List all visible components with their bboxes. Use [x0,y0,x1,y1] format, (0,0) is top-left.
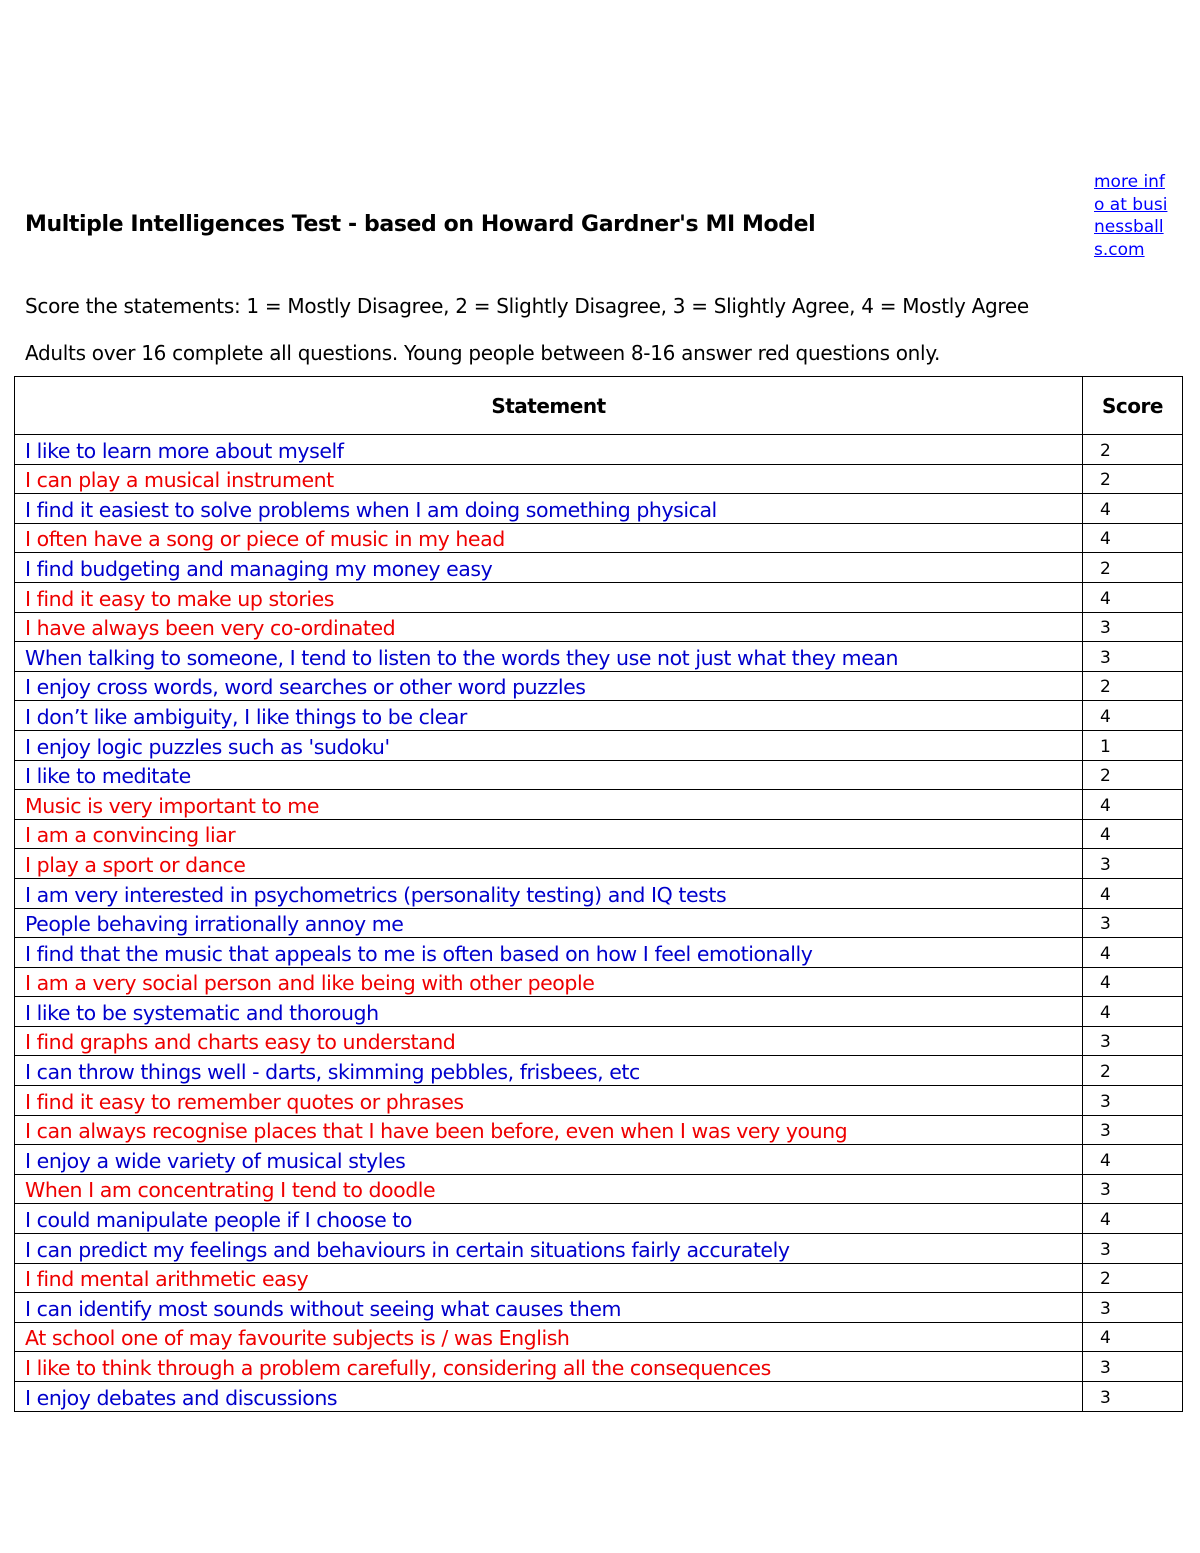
statements-table [14,376,1183,1412]
statement-cell: I can always recognise places that I have been before, even when I was very young [15,1115,1083,1145]
table-row [15,760,1183,790]
score-cell: 3 [1083,1382,1183,1412]
score-cell: 4 [1083,1145,1183,1175]
statement-cell: I can play a musical instrument [15,464,1083,494]
statement-cell: Music is very important to me [15,790,1083,820]
score-cell: 4 [1083,878,1183,908]
table-row [15,464,1183,494]
score-cell: 4 [1083,938,1183,968]
score-cell: 2 [1083,464,1183,494]
score-cell: 4 [1083,997,1183,1027]
table-row [15,612,1183,642]
score-cell: 3 [1083,642,1183,672]
statement-cell: I find mental arithmetic easy [15,1263,1083,1293]
statement-cell: When talking to someone, I tend to listen to the words they use not just what they mean [15,642,1083,672]
table-row [15,967,1183,997]
score-cell: 2 [1083,1263,1183,1293]
score-cell: 3 [1083,1026,1183,1056]
table-row [15,1174,1183,1204]
scoring-instructions: Score the statements: 1 = Mostly Disagree, 2 = Slightly Disagree, 3 = Slightly Agree, 4 = Mostly Agree [25,294,1029,318]
score-cell: 2 [1083,1056,1183,1086]
statement-cell: I like to be systematic and thorough [15,997,1083,1027]
statement-cell: I find it easy to make up stories [15,582,1083,612]
score-cell: 2 [1083,760,1183,790]
statement-cell: I am a convincing liar [15,819,1083,849]
table-row [15,1026,1183,1056]
table-body [15,435,1183,1412]
statement-cell: I play a sport or dance [15,849,1083,879]
statement-cell: I find graphs and charts easy to understand [15,1026,1083,1056]
table-row [15,1352,1183,1382]
table-row [15,730,1183,760]
table-row [15,997,1183,1027]
table-row [15,878,1183,908]
score-cell: 1 [1083,730,1183,760]
table-row [15,1382,1183,1412]
score-cell: 4 [1083,523,1183,553]
table-row [15,908,1183,938]
table-row [15,494,1183,524]
score-cell: 2 [1083,435,1183,465]
statement-cell: At school one of may favourite subjects is / was English [15,1322,1083,1352]
score-cell: 3 [1083,908,1183,938]
statement-cell: I find it easy to remember quotes or phrases [15,1086,1083,1116]
statement-cell: I enjoy a wide variety of musical styles [15,1145,1083,1175]
table-row [15,553,1183,583]
statement-cell: I find it easiest to solve problems when I am doing something physical [15,494,1083,524]
score-column-header: Score [1083,377,1183,435]
score-cell: 4 [1083,819,1183,849]
statement-cell: I could manipulate people if I choose to [15,1204,1083,1234]
table-row [15,671,1183,701]
statement-cell: I have always been very co-ordinated [15,612,1083,642]
score-cell: 3 [1083,1086,1183,1116]
statement-column-header: Statement [15,377,1083,435]
score-cell: 3 [1083,1115,1183,1145]
statement-cell: I am very interested in psychometrics (personality testing) and IQ tests [15,878,1083,908]
statement-cell: I like to learn more about myself [15,435,1083,465]
table-header-row [15,377,1183,435]
score-cell: 4 [1083,1322,1183,1352]
score-cell: 2 [1083,553,1183,583]
statement-cell: I find budgeting and managing my money easy [15,553,1083,583]
table-row [15,1293,1183,1323]
table-row [15,1086,1183,1116]
more-info-link[interactable]: more info at businessballs.com [1094,172,1168,260]
score-cell: 3 [1083,1174,1183,1204]
table-row [15,523,1183,553]
statement-cell: I often have a song or piece of music in my head [15,523,1083,553]
score-cell: 4 [1083,1204,1183,1234]
score-cell: 4 [1083,790,1183,820]
statement-cell: I enjoy cross words, word searches or other word puzzles [15,671,1083,701]
statement-cell: I can throw things well - darts, skimming pebbles, frisbees, etc [15,1056,1083,1086]
statement-cell: I don’t like ambiguity, I like things to be clear [15,701,1083,731]
age-note: Adults over 16 complete all questions. Young people between 8-16 answer red questions only. [25,341,941,365]
score-cell: 4 [1083,494,1183,524]
table-row [15,1056,1183,1086]
score-cell: 3 [1083,1352,1183,1382]
table-row [15,435,1183,465]
score-cell: 3 [1083,849,1183,879]
score-cell: 3 [1083,1234,1183,1264]
table-row [15,1145,1183,1175]
score-cell: 2 [1083,671,1183,701]
statement-cell: People behaving irrationally annoy me [15,908,1083,938]
table-row [15,790,1183,820]
table-row [15,819,1183,849]
score-cell: 3 [1083,1293,1183,1323]
statement-cell: I like to meditate [15,760,1083,790]
table-row [15,1115,1183,1145]
statement-cell: I can identify most sounds without seeing what causes them [15,1293,1083,1323]
page-title: Multiple Intelligences Test - based on Howard Gardner's MI Model [25,212,816,237]
table-row [15,938,1183,968]
table-row [15,1234,1183,1264]
table-row [15,1204,1183,1234]
statement-cell: I like to think through a problem carefully, considering all the consequences [15,1352,1083,1382]
statement-cell: When I am concentrating I tend to doodle [15,1174,1083,1204]
table-row [15,849,1183,879]
score-cell: 4 [1083,582,1183,612]
score-cell: 4 [1083,701,1183,731]
statement-cell: I enjoy debates and discussions [15,1382,1083,1412]
statement-cell: I enjoy logic puzzles such as 'sudoku' [15,730,1083,760]
statement-cell: I can predict my feelings and behaviours in certain situations fairly accurately [15,1234,1083,1264]
table-row [15,1263,1183,1293]
table-row [15,642,1183,672]
table-row [15,701,1183,731]
statement-cell: I am a very social person and like being with other people [15,967,1083,997]
table-row [15,1322,1183,1352]
score-cell: 4 [1083,967,1183,997]
statement-cell: I find that the music that appeals to me is often based on how I feel emotionally [15,938,1083,968]
table-row [15,582,1183,612]
score-cell: 3 [1083,612,1183,642]
